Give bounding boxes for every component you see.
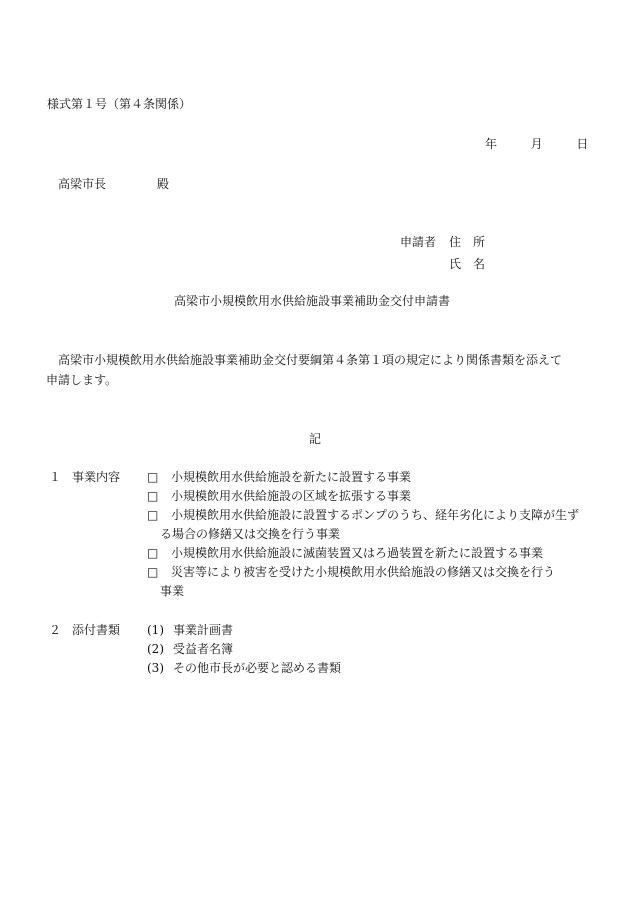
date-month-label: 月: [530, 137, 543, 151]
checkbox-icon[interactable]: □: [147, 470, 159, 484]
ki-heading: 記: [309, 432, 322, 446]
list-item-number: (1): [147, 623, 164, 637]
form-number: 様式第１号（第４条関係）: [47, 97, 192, 111]
list-item-continuation: 事業: [160, 584, 185, 598]
list-item-text: 小規模飲用水供給施設に設置するポンプのうち、経年劣化により支障が生ず: [171, 508, 580, 522]
checkbox-icon[interactable]: □: [147, 508, 159, 522]
document-title: 高梁市小規模飲用水供給施設事業補助金交付申請書: [174, 294, 451, 308]
applicant-label: 申請者: [400, 235, 437, 249]
date-day-label: 日: [576, 137, 589, 151]
list-item-text: 小規模飲用水供給施設を新たに設置する事業: [171, 470, 412, 484]
list-item-text: その他市長が必要と認める書類: [173, 661, 342, 675]
list-item-text: 小規模飲用水供給施設に滅菌装置又はろ過装置を新たに設置する事業: [171, 546, 544, 560]
list-item: [147, 546, 543, 560]
section2-number: ２: [49, 623, 62, 637]
list-item: [147, 508, 579, 522]
list-item: [147, 565, 555, 579]
list-item-text: 小規模飲用水供給施設の区域を拡張する事業: [171, 489, 412, 503]
section1-label: 事業内容: [72, 470, 121, 484]
checkbox-icon[interactable]: □: [147, 489, 159, 503]
section1-number: １: [49, 470, 62, 484]
list-item: [147, 470, 411, 484]
list-item-text: 災害等により被害を受けた小規模飲用水供給施設の修繕又は交換を行う: [171, 565, 556, 579]
checkbox-icon[interactable]: □: [147, 565, 159, 579]
list-item-text: 受益者名簿: [173, 642, 234, 656]
list-item: [147, 642, 233, 656]
list-item-number: (2): [147, 642, 164, 656]
body-text-line-1: 高梁市小規模飲用水供給施設事業補助金交付要綱第４条第１項の規定により関係書類を添えて: [46, 353, 563, 367]
list-item: [147, 489, 411, 503]
addressee-honorific: 殿: [157, 177, 170, 191]
date-line: [485, 137, 588, 151]
list-item-continuation: る場合の修繕又は交換を行う事業: [160, 527, 341, 541]
list-item-text: 事業計画書: [173, 623, 234, 637]
body-text-line-2: 申請します。: [46, 373, 118, 387]
list-item: [147, 661, 341, 675]
section2-label: 添付書類: [72, 623, 121, 637]
addressee-name: 高梁市長: [58, 177, 107, 191]
date-year-label: 年: [485, 137, 498, 151]
checkbox-icon[interactable]: □: [147, 546, 159, 560]
list-item-number: (3): [147, 661, 164, 675]
applicant-address-label: 住 所: [449, 235, 486, 249]
list-item: [147, 623, 233, 637]
applicant-name-label: 氏 名: [449, 257, 486, 271]
